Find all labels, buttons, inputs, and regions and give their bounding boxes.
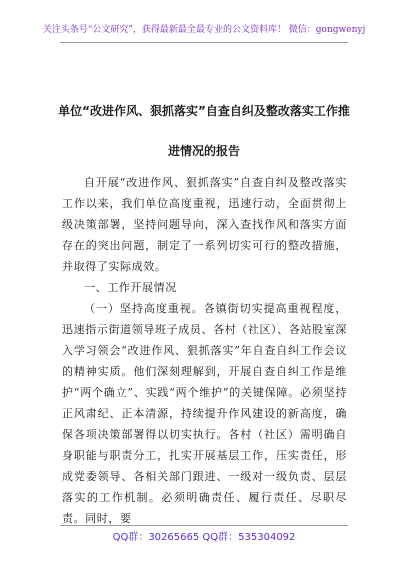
footer-divider bbox=[60, 525, 348, 526]
document-title-line-2: 进情况的报告 bbox=[167, 144, 240, 158]
section-paragraph: （一）坚持高度重视。各镇街切实提高重视程度，迅速指示街道领导班子成员、各村（社区）、各站股室深入学习领会“改进作风、狠抓落实”年自查自纠工作会议的精神实质。他们深刻理解到，开展自查自纠工作是维护“两个确立”、实践“两个维护”的关键保障。必须坚持正风肃纪、正本清源，持续提升作风建设的新高度，确保各项决策部署得以切实执行。各村（社区）需明确自身职能与职责分工，扎实开展基层工作，压实责任，形成党委领导、各相关部门跟进、一级对一级负责、层层落实的工作机制。必须明确责任、履行责任、尽职尽责。同时，要 bbox=[62, 302, 347, 525]
section-heading: 一、工作开展情况 bbox=[84, 281, 177, 294]
header-divider bbox=[60, 42, 348, 43]
footer-qq-groups: QQ群：30265665 QQ群：535304092 bbox=[112, 532, 296, 543]
header-contact-note: 关注头条号“公文研究”，获得最新最全最专业的公文资料库！ 微信：gongwenyj bbox=[42, 25, 366, 35]
document-body bbox=[62, 172, 347, 529]
document-title-line-1: 单位“改进作风、狠抓落实”自查自纠及整改落实工作推 bbox=[58, 104, 350, 118]
intro-paragraph: 自开展“改进作风、狠抓落实”自查自纠及整改落实工作以来，我们单位高度重视，迅速行动，全面贯彻上级决策部署，坚持问题导向，深入查找作风和落实方面存在的突出问题，制定了一系列切实可行的整改措施，并取得了实际成效。 bbox=[62, 176, 347, 273]
